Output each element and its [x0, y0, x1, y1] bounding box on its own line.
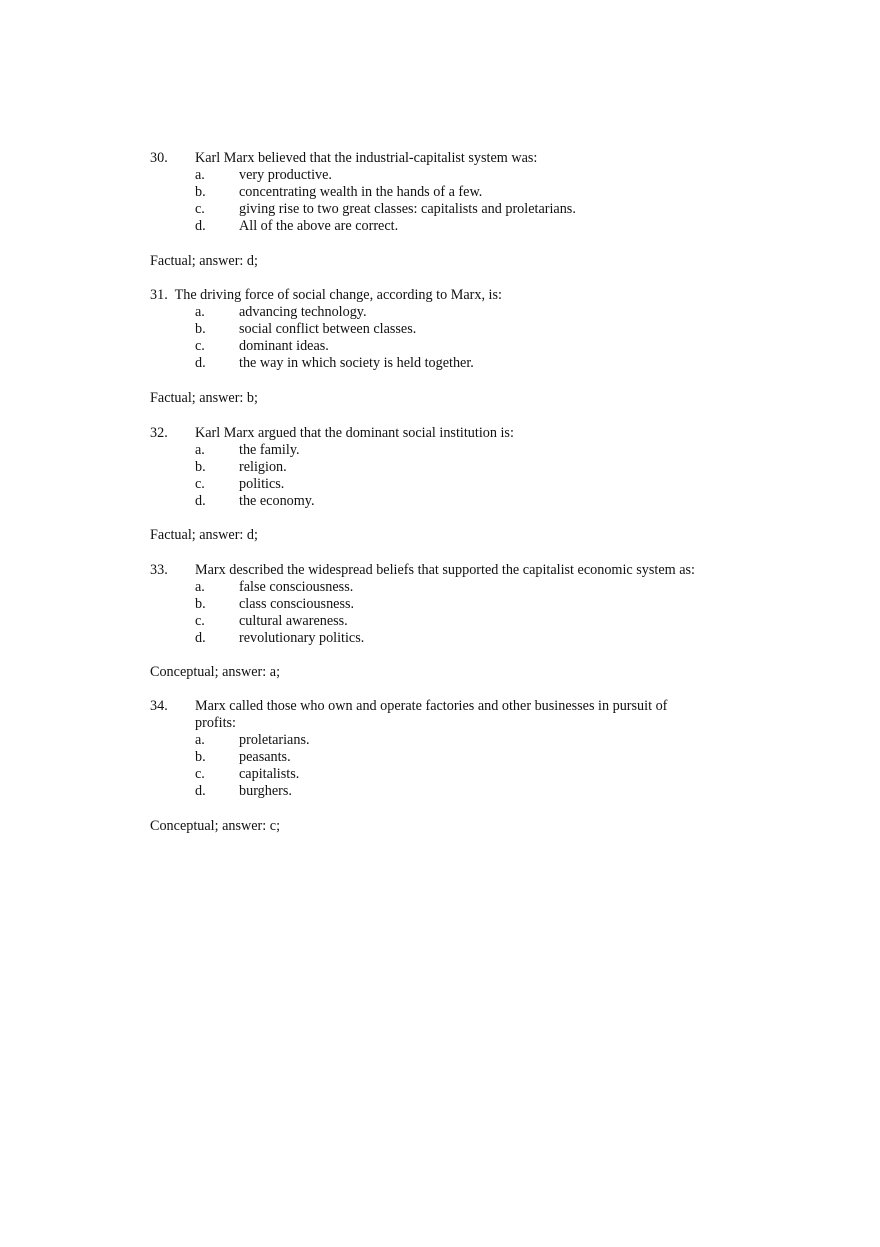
option-text: proletarians. [239, 732, 310, 748]
option-text: very productive. [239, 167, 332, 183]
question-text: Marx called those who own and operate factories and other businesses in pursuit of [195, 698, 668, 714]
question-number: 33. [150, 562, 168, 578]
question-stem [150, 287, 750, 304]
question-stem-continued [150, 715, 750, 732]
option-d [150, 783, 750, 800]
option-text: giving rise to two great classes: capitalists and proletarians. [239, 201, 576, 217]
option-letter: b. [195, 184, 206, 200]
option-letter: c. [195, 613, 205, 629]
question-34 [150, 698, 750, 800]
option-letter: d. [195, 355, 206, 371]
option-text: advancing technology. [239, 304, 367, 320]
option-c [150, 476, 750, 493]
answer-key-34: Conceptual; answer: c; [150, 818, 281, 834]
option-text: concentrating wealth in the hands of a few. [239, 184, 483, 200]
option-b [150, 321, 750, 338]
option-a [150, 304, 750, 321]
option-text: politics. [239, 476, 285, 492]
option-text: dominant ideas. [239, 338, 329, 354]
answer-key-32: Factual; answer: d; [150, 527, 258, 543]
question-30 [150, 150, 750, 235]
option-c [150, 613, 750, 630]
question-31 [150, 287, 750, 372]
option-letter: d. [195, 493, 206, 509]
option-text: cultural awareness. [239, 613, 348, 629]
question-number: 34. [150, 698, 168, 714]
question-text: Marx described the widespread beliefs that supported the capitalist economic system as: [195, 562, 695, 578]
question-text: 31. The driving force of social change, according to Marx, is: [150, 287, 502, 303]
option-letter: b. [195, 749, 206, 765]
question-stem [150, 698, 750, 715]
option-b [150, 459, 750, 476]
option-d [150, 355, 750, 372]
question-text: Karl Marx believed that the industrial-capitalist system was: [195, 150, 538, 166]
option-b [150, 184, 750, 201]
question-stem [150, 425, 750, 442]
question-text: profits: [195, 715, 236, 731]
option-text: the way in which society is held together. [239, 355, 474, 371]
option-a [150, 732, 750, 749]
answer-key-33: Conceptual; answer: a; [150, 664, 281, 680]
option-letter: a. [195, 167, 205, 183]
option-b [150, 749, 750, 766]
option-letter: d. [195, 630, 206, 646]
option-letter: a. [195, 732, 205, 748]
option-c [150, 766, 750, 783]
option-letter: a. [195, 442, 205, 458]
question-text: Karl Marx argued that the dominant social institution is: [195, 425, 514, 441]
option-text: peasants. [239, 749, 291, 765]
option-text: the family. [239, 442, 300, 458]
option-letter: c. [195, 201, 205, 217]
question-32 [150, 425, 750, 510]
option-letter: b. [195, 596, 206, 612]
option-c [150, 338, 750, 355]
option-letter: c. [195, 338, 205, 354]
option-a [150, 442, 750, 459]
question-stem [150, 150, 750, 167]
option-b [150, 596, 750, 613]
option-letter: a. [195, 579, 205, 595]
option-text: class consciousness. [239, 596, 355, 612]
question-33 [150, 562, 750, 647]
option-a [150, 579, 750, 596]
option-letter: c. [195, 766, 205, 782]
option-text: burghers. [239, 783, 292, 799]
answer-key-30: Factual; answer: d; [150, 253, 258, 269]
question-number: 30. [150, 150, 168, 166]
option-d [150, 630, 750, 647]
option-text: the economy. [239, 493, 315, 509]
option-letter: b. [195, 459, 206, 475]
option-letter: c. [195, 476, 205, 492]
option-letter: b. [195, 321, 206, 337]
option-letter: a. [195, 304, 205, 320]
option-text: social conflict between classes. [239, 321, 417, 337]
option-text: false consciousness. [239, 579, 354, 595]
question-stem [150, 562, 750, 579]
option-letter: d. [195, 783, 206, 799]
option-letter: d. [195, 218, 206, 234]
question-number: 32. [150, 425, 168, 441]
option-text: All of the above are correct. [239, 218, 399, 234]
option-text: religion. [239, 459, 287, 475]
option-d [150, 493, 750, 510]
option-c [150, 201, 750, 218]
option-d [150, 218, 750, 235]
answer-key-31: Factual; answer: b; [150, 390, 258, 406]
option-text: revolutionary politics. [239, 630, 365, 646]
option-text: capitalists. [239, 766, 300, 782]
option-a [150, 167, 750, 184]
